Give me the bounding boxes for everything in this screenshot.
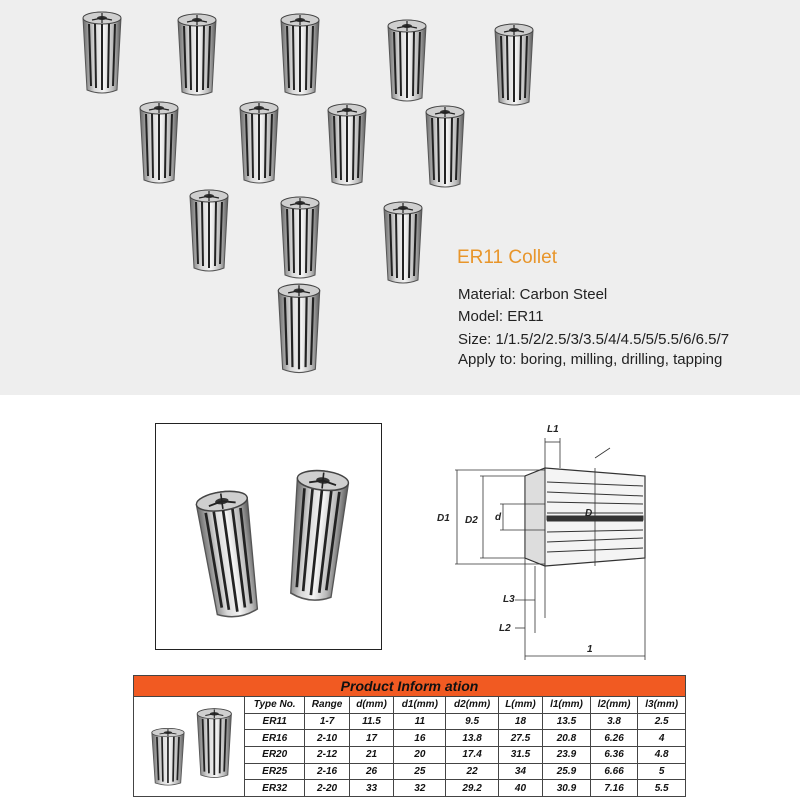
table-cell: 1-7 — [305, 713, 349, 730]
table-cell: 2-16 — [305, 763, 349, 780]
collet-photo-box — [155, 423, 382, 650]
table-cell: 18 — [498, 713, 542, 730]
product-info-table — [133, 675, 686, 797]
table-cell: 4.8 — [638, 746, 686, 763]
table-cell: 17 — [349, 730, 393, 747]
table-cell: ER32 — [245, 780, 305, 797]
collet-image — [182, 188, 238, 280]
product-banner — [0, 0, 800, 395]
table-cell: 5.5 — [638, 780, 686, 797]
table-cell: 3.8 — [590, 713, 638, 730]
header-range: Range — [305, 697, 349, 714]
table-cell: 22 — [446, 763, 498, 780]
header-l2: l2(mm) — [590, 697, 638, 714]
collet-image — [75, 10, 131, 100]
table-cell: 6.66 — [590, 763, 638, 780]
table-cell: 21 — [349, 746, 393, 763]
table-cell: 32 — [394, 780, 446, 797]
label-d: d — [495, 512, 502, 523]
header-d1: d1(mm) — [394, 697, 446, 714]
spec-model: Model: ER11 — [458, 308, 544, 325]
table-cell: 25 — [394, 763, 446, 780]
label-L2: L2 — [499, 623, 511, 634]
table-cell: ER11 — [245, 713, 305, 730]
table-cell: 25.9 — [543, 763, 591, 780]
collet-image — [487, 22, 543, 112]
table-cell: ER16 — [245, 730, 305, 747]
table-cell: 16 — [394, 730, 446, 747]
table-title: Product Inform ation — [134, 676, 686, 697]
label-L1: L1 — [547, 424, 559, 435]
table-cell: 23.9 — [543, 746, 591, 763]
spec-size: Size: 1/1.5/2/2.5/3/3.5/4/4.5/5/5.5/6/6.5/7 — [458, 331, 730, 348]
table-cell: 13.5 — [543, 713, 591, 730]
table-thumbnail — [134, 697, 245, 797]
collet-image — [132, 100, 188, 190]
table-cell: 27.5 — [498, 730, 542, 747]
table-cell: 33 — [349, 780, 393, 797]
collet-image — [380, 18, 436, 108]
table-cell: 2-10 — [305, 730, 349, 747]
table-cell: 20.8 — [543, 730, 591, 747]
table-cell: 34 — [498, 763, 542, 780]
collet-image — [376, 200, 434, 292]
table-cell: 31.5 — [498, 746, 542, 763]
table-cell: 26 — [349, 763, 393, 780]
collet-image — [170, 12, 226, 102]
spec-apply: Apply to: boring, milling, drilling, tapping — [458, 351, 723, 368]
table-cell: ER20 — [245, 746, 305, 763]
collet-image — [268, 282, 330, 378]
spec-material: Material: Carbon Steel — [458, 286, 608, 303]
table-cell: 6.36 — [590, 746, 638, 763]
table-cell: 4 — [638, 730, 686, 747]
collet-image — [320, 102, 376, 192]
collet-pair-image — [156, 424, 381, 649]
table-cell: 13.8 — [446, 730, 498, 747]
table-cell: 30.9 — [543, 780, 591, 797]
header-d2: d2(mm) — [446, 697, 498, 714]
table-cell: 29.2 — [446, 780, 498, 797]
table-cell: 7.16 — [590, 780, 638, 797]
table-cell: 2-20 — [305, 780, 349, 797]
header-l1: l1(mm) — [543, 697, 591, 714]
header-type: Type No. — [245, 697, 305, 714]
collet-image — [273, 12, 329, 102]
collet-image — [418, 104, 474, 194]
table-cell: 20 — [394, 746, 446, 763]
table-cell: 11 — [394, 713, 446, 730]
label-L3: L3 — [503, 594, 515, 605]
label-D2: D2 — [465, 515, 478, 526]
header-l3: l3(mm) — [638, 697, 686, 714]
header-d: d(mm) — [349, 697, 393, 714]
table-cell: 40 — [498, 780, 542, 797]
table-cell: 2.5 — [638, 713, 686, 730]
table-cell: 11.5 — [349, 713, 393, 730]
table-cell: 9.5 — [446, 713, 498, 730]
table-cell: 17.4 — [446, 746, 498, 763]
table-cell: ER25 — [245, 763, 305, 780]
label-l: 1 — [587, 644, 593, 655]
label-D1: D1 — [437, 513, 450, 524]
header-L: L(mm) — [498, 697, 542, 714]
label-D: D — [585, 508, 593, 519]
product-title: ER11 Collet — [457, 247, 557, 268]
table-cell: 6.26 — [590, 730, 638, 747]
table-cell: 2-12 — [305, 746, 349, 763]
collet-image — [232, 100, 288, 190]
collet-image — [273, 195, 331, 287]
collet-dimension-diagram — [435, 418, 685, 660]
table-cell: 5 — [638, 763, 686, 780]
collet-thumbnail-image — [135, 697, 243, 793]
